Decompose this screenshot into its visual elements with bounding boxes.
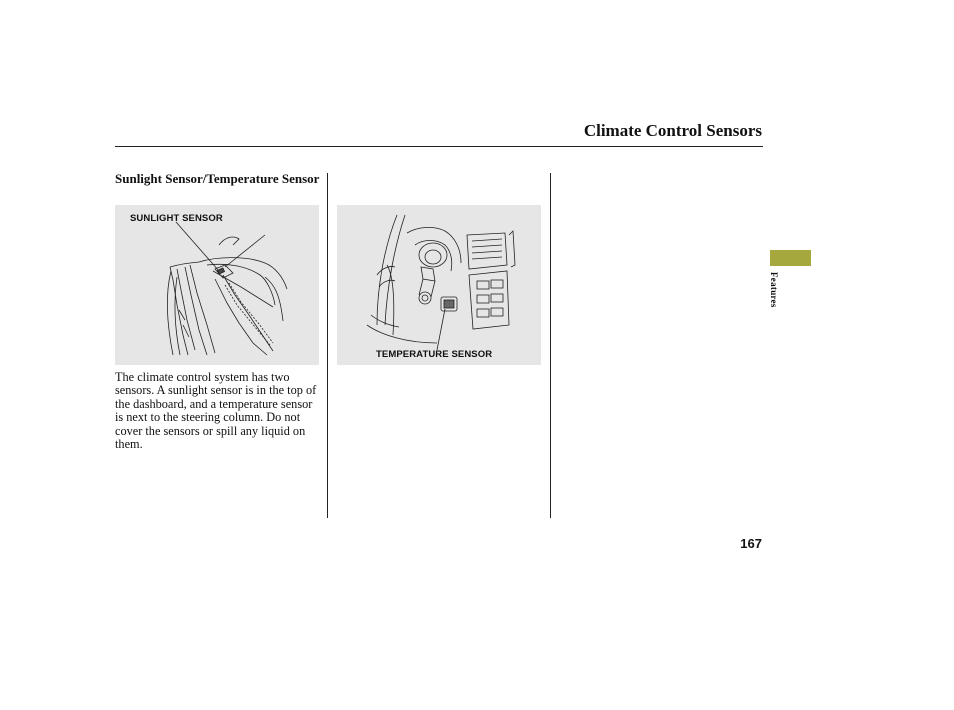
column-divider-left (327, 173, 328, 518)
page-number: 167 (740, 536, 762, 551)
sunlight-sensor-figure (115, 205, 319, 365)
page-title: Climate Control Sensors (583, 121, 762, 140)
temperature-sensor-label: TEMPERATURE SENSOR (376, 349, 493, 360)
body-text: The climate control system has two sensors. A sunlight sensor is in the top of the dashboard, and a temperature sensor is next to the steering column. Do not cover the sensors or spill any liquid on them. (115, 370, 317, 452)
section-tab-marker (770, 250, 811, 266)
section-tab-label: Features (769, 272, 779, 308)
sunlight-leader-line (176, 222, 219, 271)
temperature-sensor-illustration (337, 205, 541, 365)
sunlight-sensor-label: SUNLIGHT SENSOR (130, 213, 223, 224)
title-rule (115, 146, 763, 147)
temperature-sensor-figure (337, 205, 541, 365)
section-heading: Sunlight Sensor/Temperature Sensor (115, 171, 320, 186)
column-divider-right (550, 173, 551, 518)
sunlight-sensor-illustration (115, 205, 319, 365)
temperature-leader-line (437, 309, 445, 350)
